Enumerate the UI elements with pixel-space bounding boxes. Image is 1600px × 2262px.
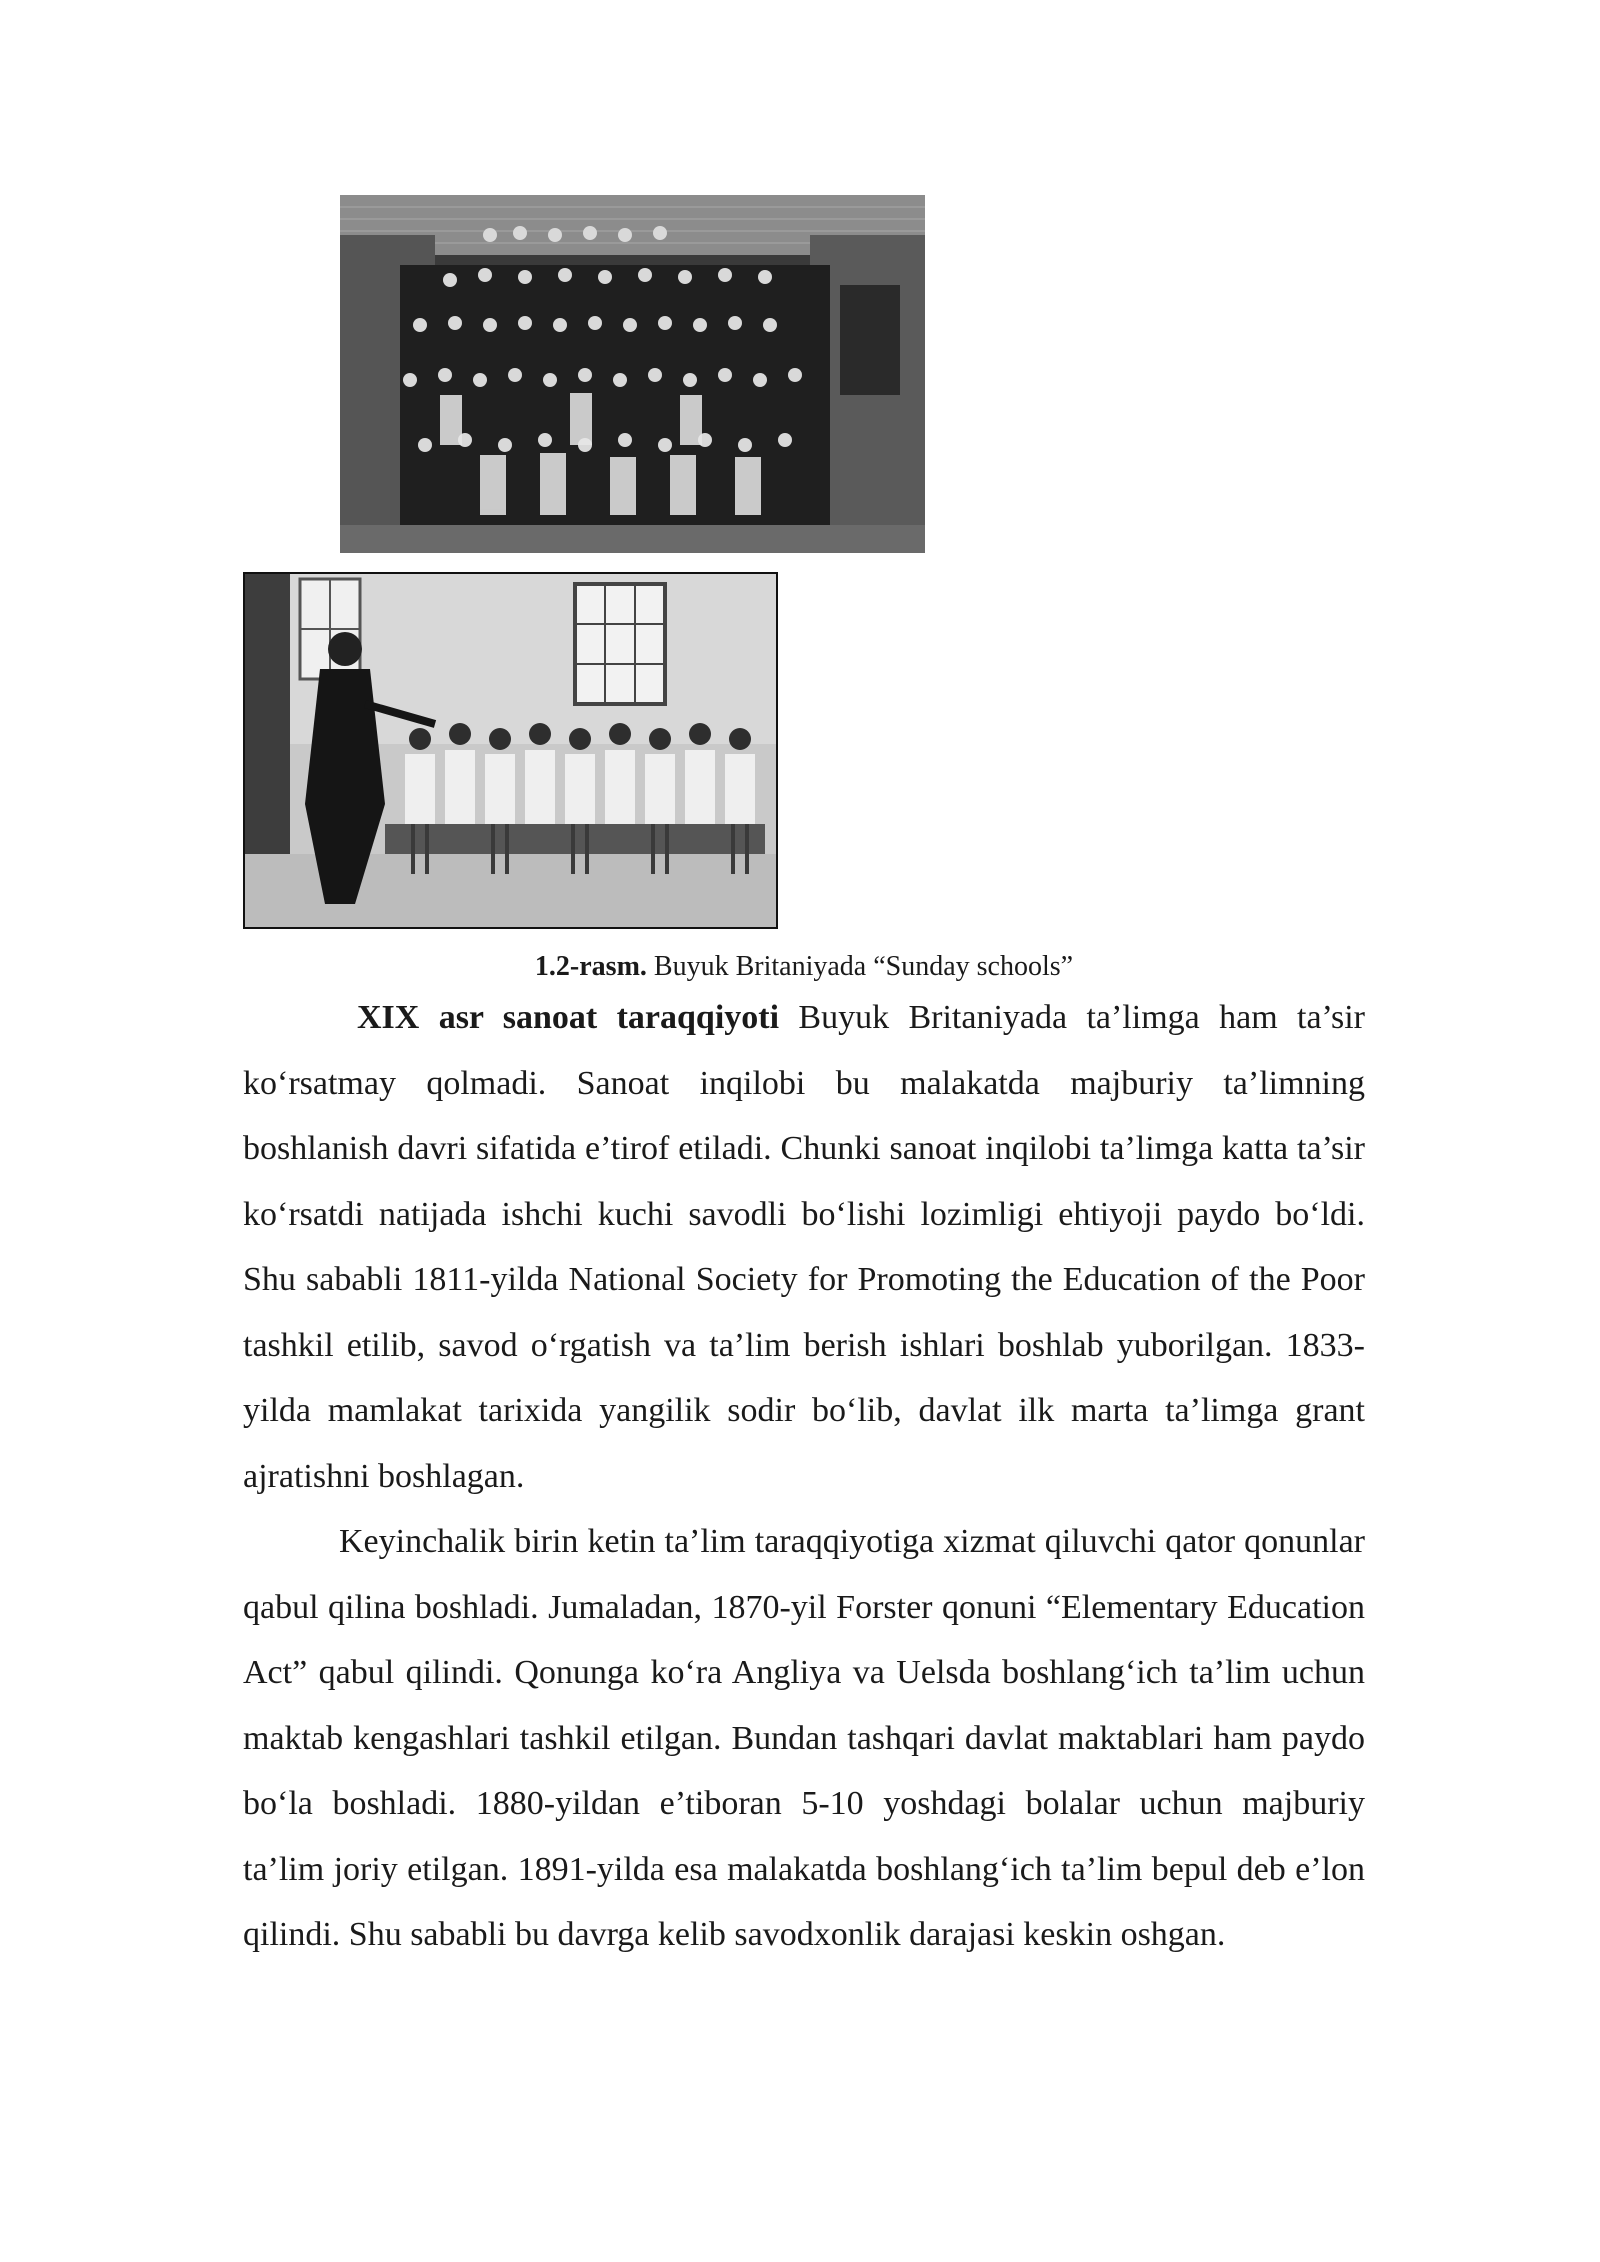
paragraph-2: Keyinchalik birin ketin ta’lim taraqqiyotiga xizmat qiluvchi qator qonunlar qabul qilina boshladi. Jumaladan, 1870-yil Forster qonuni “Elementary Education Act” qabul qilindi. Qonunga ko‘ra Angliya va Uelsda boshlang‘ich ta’lim uchun maktab kengashlari tashkil etilgan. Bundan tashqari davlat maktablari ham paydo bo‘la boshladi. 1880-yildan e’tiboran 5-10 yoshdagi bolalar uchun majburiy ta’lim joriy etilgan. 1891-yilda esa malakatda boshlang‘ich ta’lim bepul deb e’lon qilindi. Shu sababli bu davrga kelib savodxonlik darajasi keskin oshgan.: [243, 1523, 1365, 1953]
group-photo-sunday-school: [340, 195, 925, 553]
figure-caption: [243, 950, 1365, 984]
body-text: [243, 985, 1365, 1968]
paragraph-1: [243, 985, 1365, 1509]
classroom-photo-teacher-children: [243, 572, 778, 929]
paragraph-1-text: Buyuk Britaniyada ta’limga ham ta’sir ko‘rsatmay qolmadi. Sanoat inqilobi bu malakatda majburiy ta’limning boshlanish davri sifatida e’tirof etiladi. Chunki sanoat inqilobi ta’limga katta ta’sir ko‘rsatdi natijada ishchi kuchi savodli bo‘lishi lozimligi ehtiyoji paydo bo‘ldi. Shu sababli 1811-yilda National Society for Promoting the Education of the Poor tashkil etilib, savod o‘rgatish va ta’lim berish ishlari boshlab yuborilgan. 1833-yilda mamlakat tarixida yangilik sodir bo‘lib, davlat ilk marta ta’limga grant ajratishni boshlagan.: [243, 999, 1365, 1495]
figure-caption-text: Buyuk Britaniyada “Sunday schools”: [653, 951, 1074, 982]
paragraph-1-lead: XIX asr sanoat taraqqiyoti: [357, 999, 780, 1036]
figure-caption-label: 1.2-rasm.: [534, 951, 647, 982]
